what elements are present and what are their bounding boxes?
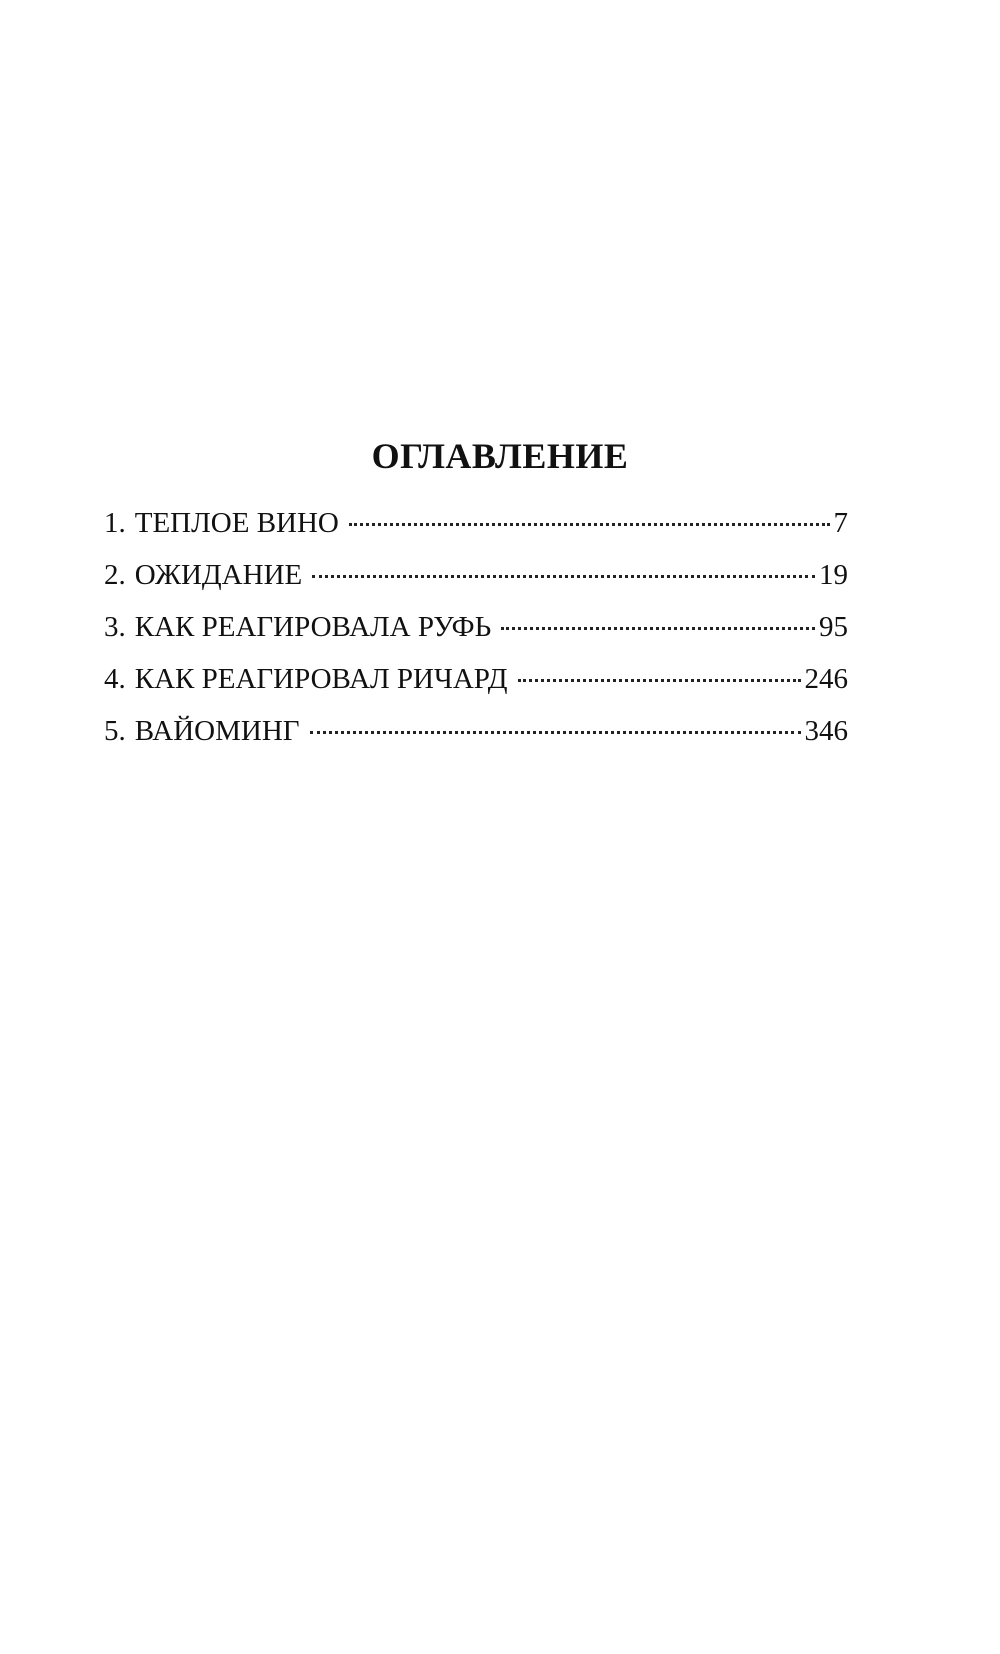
toc-entry-page: 346 xyxy=(804,715,848,747)
toc-entry-title: ВАЙОМИНГ xyxy=(134,715,300,747)
dot-leader xyxy=(310,731,801,734)
toc-entry-page: 246 xyxy=(804,663,848,695)
dot-leader xyxy=(312,575,815,578)
dot-leader xyxy=(501,627,815,630)
toc-entry xyxy=(104,714,848,766)
toc-entry-number: 2. xyxy=(104,559,126,591)
toc-entry-page: 19 xyxy=(819,559,848,591)
toc-entry-number: 4. xyxy=(104,663,126,695)
toc-entry xyxy=(104,610,848,662)
toc-entry-page: 95 xyxy=(819,611,848,643)
dot-leader xyxy=(518,679,801,682)
toc-entry xyxy=(104,662,848,714)
toc-entry-title: ОЖИДАНИЕ xyxy=(134,559,303,591)
toc-entry-title: КАК РЕАГИРОВАЛА РУФЬ xyxy=(134,611,492,643)
toc-entry-title: КАК РЕАГИРОВАЛ РИЧАРД xyxy=(134,663,508,695)
page-title: ОГЛАВЛЕНИЕ xyxy=(371,436,629,477)
table-of-contents xyxy=(104,506,848,766)
toc-entry-number: 5. xyxy=(104,715,126,747)
dot-leader xyxy=(349,523,830,526)
toc-entry-page: 7 xyxy=(833,507,848,539)
toc-entry xyxy=(104,506,848,558)
toc-entry-number: 1. xyxy=(104,507,126,539)
toc-entry-number: 3. xyxy=(104,611,126,643)
toc-entry xyxy=(104,558,848,610)
toc-entry-title: ТЕПЛОЕ ВИНО xyxy=(134,507,339,539)
